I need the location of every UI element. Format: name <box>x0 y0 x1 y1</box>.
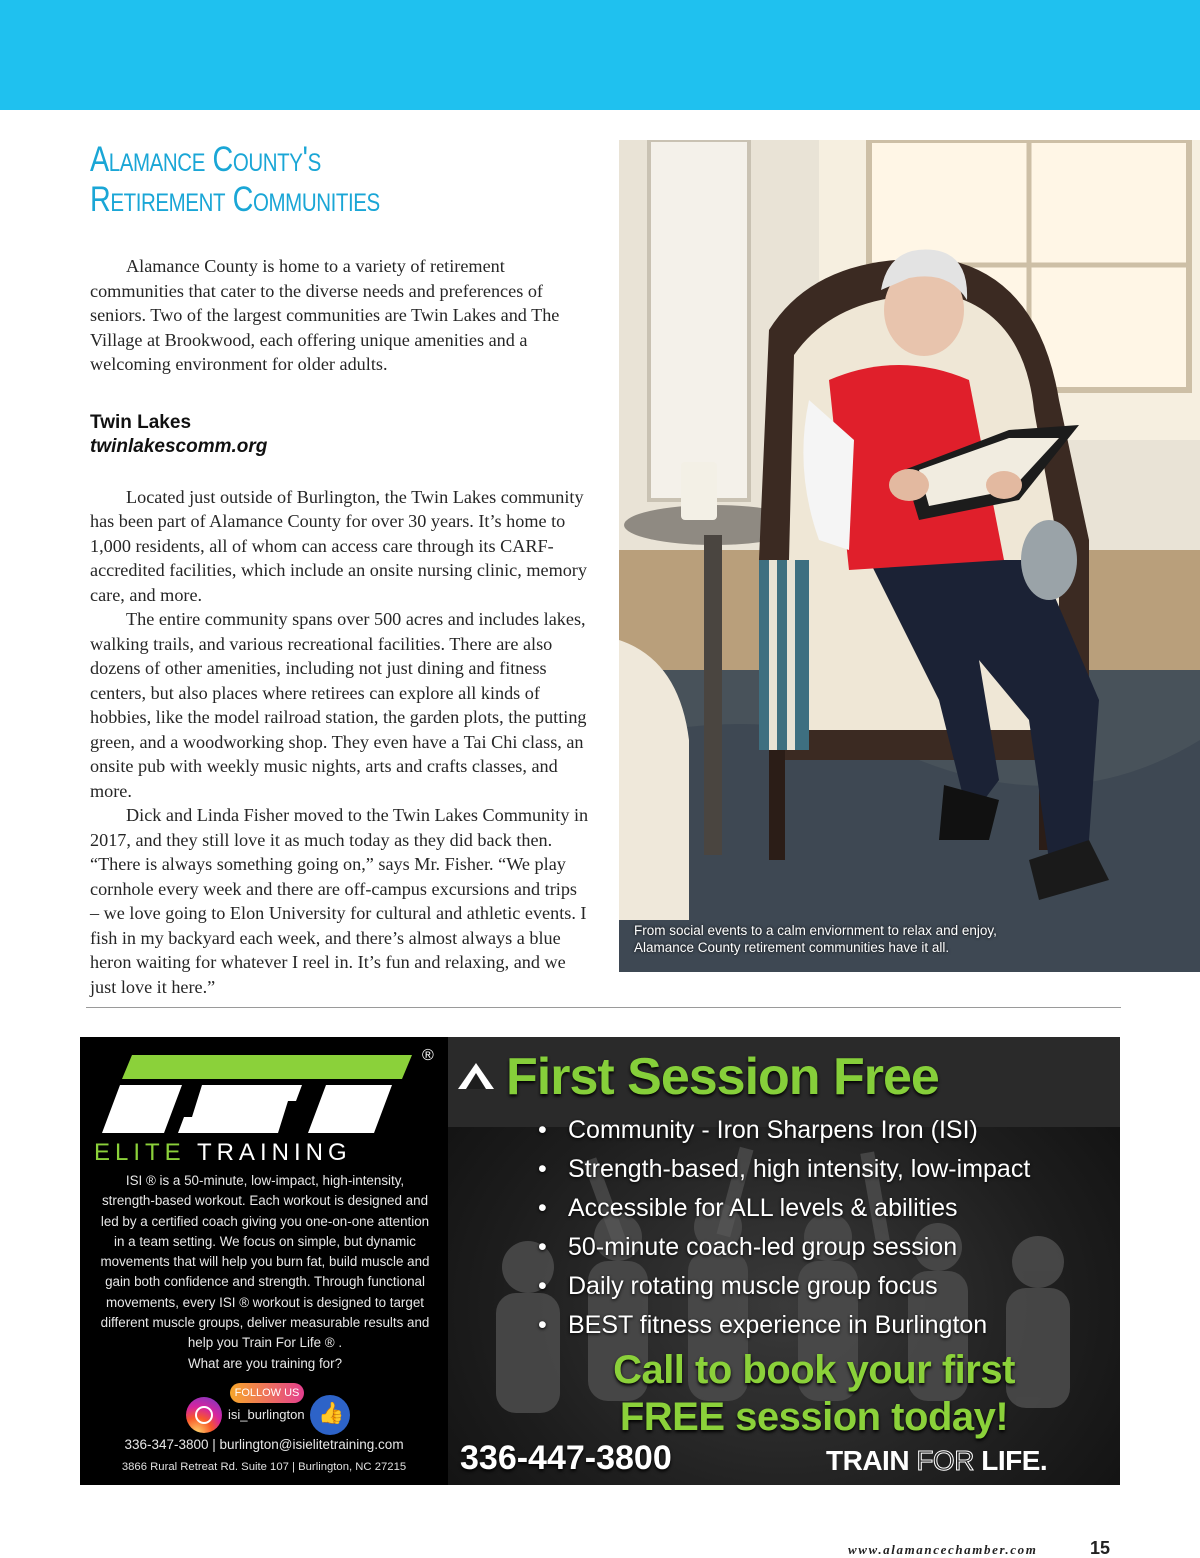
social-links <box>186 1383 356 1431</box>
description-line: in a team setting. We focus on simple, but dynamic <box>114 1233 416 1249</box>
tagline-train: TRAIN <box>826 1445 910 1476</box>
ad-address: 3866 Rural Retreat Rd. Suite 107 | Burlington, NC 27215 <box>121 1461 407 1473</box>
top-color-band <box>0 0 1200 110</box>
article <box>90 140 590 999</box>
isi-advertisement <box>80 1037 1120 1485</box>
elite-word: ELITE <box>94 1139 186 1166</box>
body-paragraph: Located just outside of Burlington, the Twin Lakes community has been part of Alamance County for over 30 years. It’s home to 1,000 residents, all of whom can access care through its CARF-accredited facilities, which include an onsite nursing clinic, memory care, and more. <box>90 486 587 605</box>
article-headline <box>90 140 582 220</box>
section-url[interactable]: twinlakescomm.org <box>90 435 268 457</box>
list-item: • Accessible for ALL levels & abilities <box>538 1189 1030 1228</box>
body-paragraph: The entire community spans over 500 acres and includes lakes, walking trails, and various recreational facilities. There are also dozens of other amenities, including not just dining and fitness centers, but also places where retirees can explore all kinds of hobbies, like the model railroad station, the garden plots, the putting green, and a woodworking shop. They even have a Tai Chi class, an onsite pub with weekly music nights, arts and crafts classes, and more. <box>90 609 587 801</box>
photo-illustration <box>619 140 1200 972</box>
train-for-life-tagline <box>826 1445 1047 1477</box>
offer-title: First Session Free <box>506 1048 939 1106</box>
list-item: • 50-minute coach-led group session <box>538 1228 1030 1267</box>
article-photo <box>619 140 1200 972</box>
footer-url[interactable]: www.alamancechamber.com <box>848 1542 1038 1557</box>
description-line: gain both confidence and strength. Through functional <box>105 1274 425 1290</box>
description-line: ISI ® is a 50-minute, low-impact, high-intensity, <box>125 1173 405 1188</box>
facebook-like-icon[interactable] <box>310 1395 350 1435</box>
photo-caption <box>634 922 1194 956</box>
description-line: different muscle groups, deliver measurable results and <box>100 1315 430 1331</box>
description-line: movements that will help you burn fat, build muscle and <box>100 1254 430 1270</box>
social-handle[interactable]: isi_burlington <box>228 1407 305 1422</box>
intro-paragraph: Alamance County is home to a variety of retirement communities that cater to the diverse needs and preferences of seniors. Two of the largest communities are Twin Lakes and The Village at Brookwood, each offering unique amenities and a welcoming environment for older adults. <box>90 256 560 374</box>
offer-bullets <box>538 1111 1030 1345</box>
headline-line-1: Alamance County's <box>90 140 321 179</box>
tagline-for: FOR <box>916 1445 974 1476</box>
headline-line-2: Retirement Communities <box>90 180 380 219</box>
cta-line-1: Call to book your first <box>613 1348 1015 1392</box>
list-item: • Community - Iron Sharpens Iron (ISI) <box>538 1111 1030 1150</box>
description-line: strength-based workout. Each workout is designed and <box>101 1193 429 1209</box>
description-line: What are you training for? <box>187 1355 343 1371</box>
description-line: movements, every ISI ® workout is designed to target <box>106 1294 424 1310</box>
tagline-life: LIFE. <box>981 1445 1048 1476</box>
caption-line-1: From social events to a calm enviornment to relax and enjoy, <box>634 923 997 938</box>
follow-us-badge: FOLLOW US <box>230 1383 304 1403</box>
brand-triangle-icon <box>456 1061 496 1091</box>
elite-training-wordmark <box>94 1139 394 1167</box>
description-line: led by a certified coach giving you one-on-one attention <box>100 1213 430 1229</box>
body-paragraph: Dick and Linda Fisher moved to the Twin Lakes Community in 2017, and they still love it as much today as they did back then. “There is always something going on,” says Mr. Fisher. “We play cornhole every week and there are off-campus excursions and trips – we love going to Elon University for cultural and athletic events. I fish in my backyard each week, and there’s almost always a blue heron waiting for whatever I reel in. It’s fun and relaxing, and we just love it here.” <box>90 805 589 997</box>
list-item: • Strength-based, high intensity, low-impact <box>538 1150 1030 1189</box>
caption-line-2: Alamance County retirement communities have it all. <box>634 940 950 955</box>
section-title: Twin Lakes <box>90 411 192 433</box>
ad-left-panel <box>80 1037 448 1485</box>
article-body <box>90 485 590 1000</box>
description-line: help you Train For Life ® . <box>187 1335 343 1351</box>
registered-mark: ® <box>422 1047 434 1064</box>
list-item: • Daily rotating muscle group focus <box>538 1267 1030 1306</box>
isi-description <box>86 1171 444 1374</box>
isi-logo-icon <box>102 1049 442 1139</box>
list-item: • BEST fitness experience in Burlington <box>538 1306 1030 1345</box>
call-to-action <box>554 1347 1074 1441</box>
training-word: TRAINING <box>196 1139 352 1166</box>
ad-right-panel <box>448 1037 1120 1485</box>
instagram-icon[interactable] <box>186 1397 222 1433</box>
booking-phone[interactable]: 336-447-3800 <box>460 1439 672 1477</box>
section-divider <box>86 1007 1121 1008</box>
ad-contact-info: 336-347-3800 | burlington@isielitetraining.com <box>124 1437 404 1452</box>
page-number: 15 <box>1090 1538 1111 1558</box>
cta-line-2: FREE session today! <box>619 1395 1009 1439</box>
